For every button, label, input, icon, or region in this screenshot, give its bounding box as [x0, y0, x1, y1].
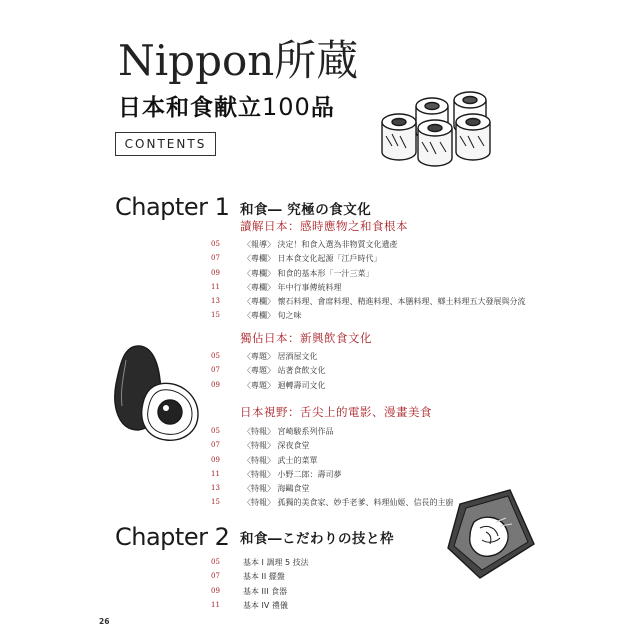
toc-entry-text: 〈特報〉 小野二郎：壽司夢: [243, 469, 342, 479]
sushi-rolls-illustration: [372, 86, 512, 172]
contents-label: CONTENTS: [115, 132, 216, 156]
section-heading: 日本視野：舌尖上的電影、漫畫美食: [240, 405, 432, 419]
toc-entry-text: 基本 I 調理 5 技法: [243, 558, 309, 567]
chapter-1-label: Chapter 1: [115, 193, 230, 221]
toc-page-number: 09: [211, 455, 220, 464]
toc-page-number: 07: [211, 366, 220, 375]
chapter-2-label: Chapter 2: [115, 523, 230, 551]
toc-page-number: 15: [211, 311, 220, 320]
toc-page-number: 07: [211, 572, 220, 581]
section-heading: 獨佔日本：新興飲食文化: [240, 331, 372, 345]
avocado-illustration: [108, 340, 204, 444]
chapter-1-title: 和食― 究極の食文化: [240, 202, 372, 218]
chapter-2-title: 和食―こだわりの技と枠: [240, 531, 394, 547]
section-heading: 讀解日本：感時應物之和食根本: [240, 219, 408, 233]
toc-page-number: 09: [211, 380, 220, 389]
toc-entry-text: 〈特報〉 海鷗食堂: [243, 484, 310, 494]
toc-entry-text: 〈專欄〉 旬之味: [243, 311, 302, 321]
toc-entry-text: 基本 II 擺盤: [243, 572, 285, 582]
toc-entry-text: 〈特報〉 孤獨的美食家、妙手老爹、料理仙姬、信長的主廚: [243, 498, 454, 508]
toc-entry-text: 基本 IV 禮儀: [243, 600, 288, 610]
toc-entry-text: 基本 III 食器: [243, 586, 288, 596]
toc-entry-text: 〈特報〉 深夜食堂: [243, 441, 310, 451]
toc-entry-text: 〈專題〉 居酒屋文化: [243, 352, 318, 361]
subtitle-text: 日本和食献立: [118, 95, 262, 121]
toc-page-number: 11: [211, 282, 220, 291]
toc-page-number: 05: [211, 352, 220, 360]
toc-entry-text: 〈專欄〉 年中行事傳統料理: [243, 282, 342, 292]
toc-page-number: 13: [211, 297, 220, 306]
toc-page-number: 09: [211, 268, 220, 277]
toc-page-number: 11: [211, 469, 220, 478]
toc-page-number: 07: [211, 441, 220, 450]
toc-page-number: 13: [211, 484, 220, 493]
toc-page-number: 15: [211, 498, 220, 507]
toc-entry-text: 〈專欄〉 日本食文化起源「江戶時代」: [243, 254, 382, 264]
toc-page-number: 11: [211, 600, 220, 609]
toc-entry-text: 〈特報〉 宮崎駿系列作品: [243, 427, 334, 436]
toc-page-number: 07: [211, 254, 220, 263]
toc-page-number: 05: [211, 240, 220, 248]
subtitle-suffix: 品: [310, 95, 335, 121]
sushi-plate-illustration: [440, 484, 540, 588]
toc-entry-text: 〈專題〉 站著食飲文化: [243, 366, 326, 376]
toc-page-number: 09: [211, 586, 220, 595]
toc-page-number: 05: [211, 427, 220, 435]
toc-entry-text: 〈專欄〉 懷石料理、會席料理、精進料理、本膳料理、鄉土料理五大發展與分流: [243, 297, 526, 307]
toc-page-number: 05: [211, 558, 220, 566]
toc-entry-text: 〈專題〉 迴轉壽司文化: [243, 380, 326, 390]
toc-entry-text: 〈特報〉 武士的菜單: [243, 455, 318, 465]
book-title: Nippon所蔵: [118, 36, 359, 85]
subtitle-number: 100: [262, 93, 311, 121]
toc-entry-text: 〈報導〉 決定！和食入選為非物質文化遺產: [243, 240, 398, 249]
page-number: 26: [99, 617, 110, 626]
book-subtitle: [118, 89, 335, 122]
toc-entry-text: 〈專欄〉 和食的基本形「一汁三菜」: [243, 268, 374, 278]
